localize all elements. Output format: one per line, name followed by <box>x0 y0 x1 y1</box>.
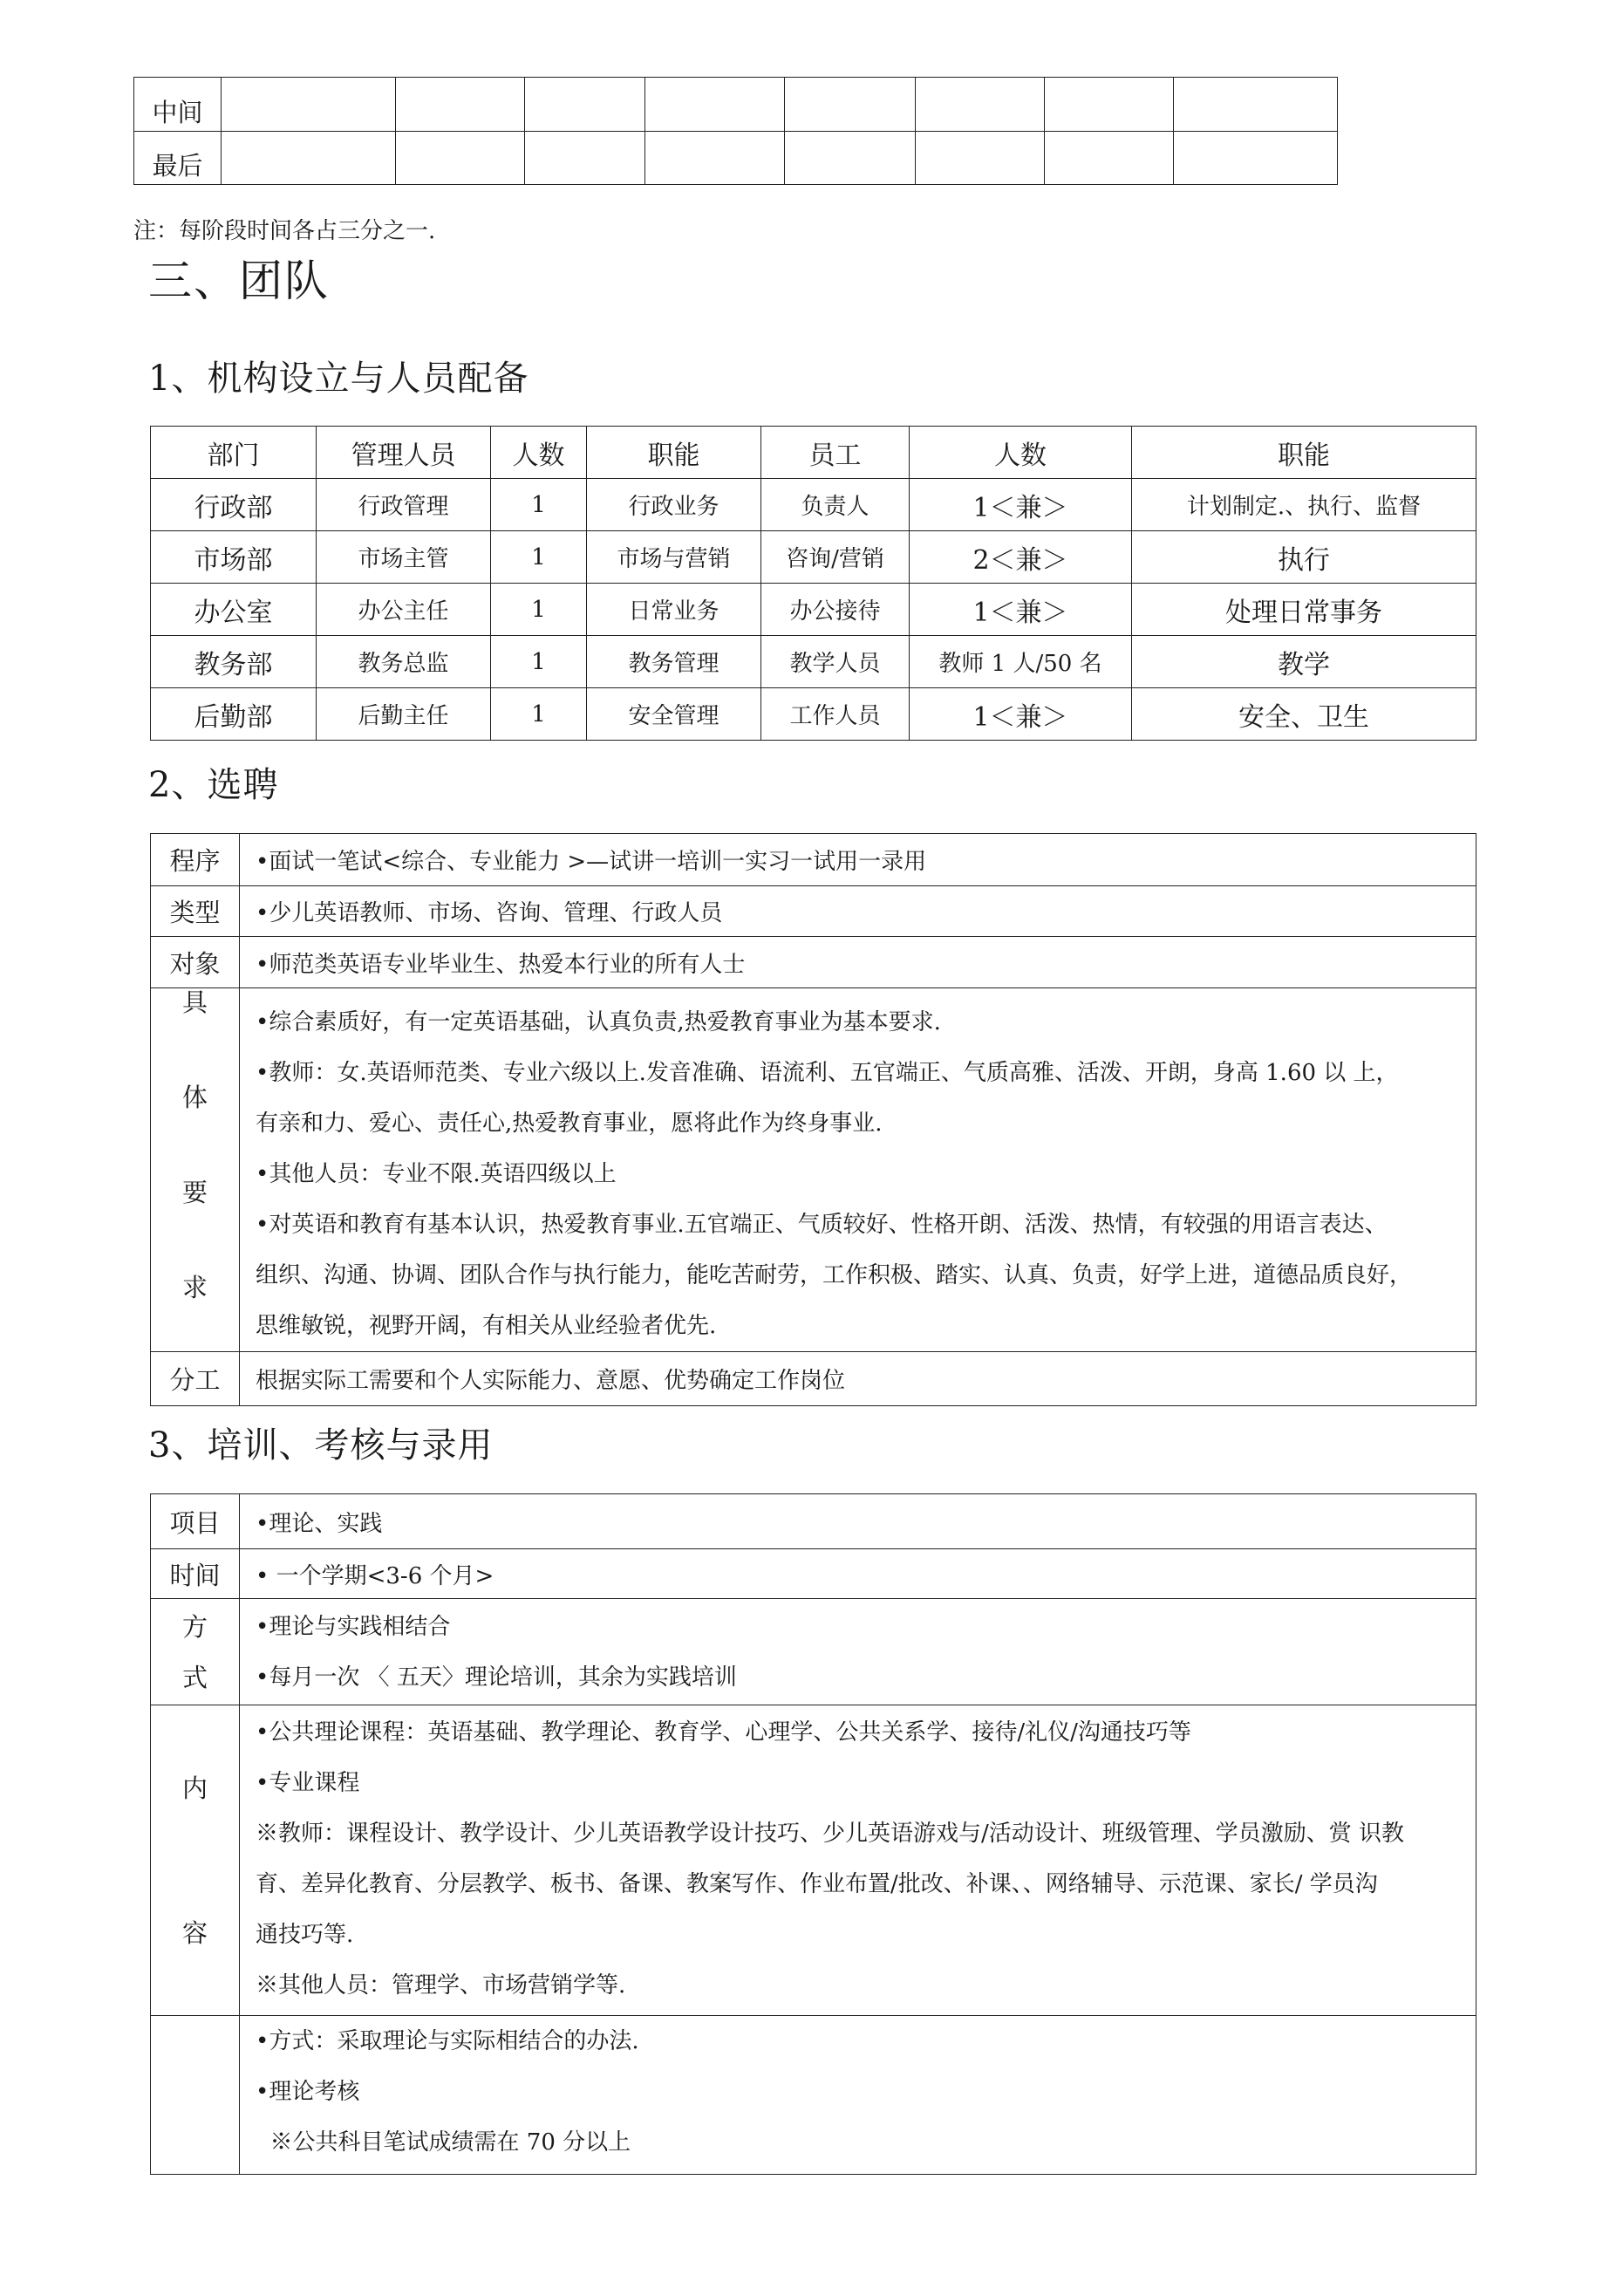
org-table <box>150 426 1476 741</box>
cell-function: 教务管理 <box>587 636 761 688</box>
table-row <box>151 531 1476 584</box>
cell-staff-function: 计划制定.、执行、监督 <box>1132 479 1476 531</box>
table-cell <box>785 132 916 185</box>
text-procedure: •面试一笔试<综合、专业能力 >—试讲一培训一实习一试用一录用 <box>240 834 1476 886</box>
cell-staff: 咨询/营销 <box>761 531 910 584</box>
label-division: 分工 <box>151 1352 240 1406</box>
cell-manager: 行政管理 <box>317 479 491 531</box>
cell-staff: 负责人 <box>761 479 910 531</box>
subsection-title-training: 3、培训、考核与录用 <box>148 1425 494 1466</box>
table-row <box>151 688 1476 741</box>
table-cell <box>1174 78 1338 132</box>
training-table <box>150 1493 1476 2175</box>
table-cell <box>222 132 396 185</box>
cell-count: 1 <box>491 636 587 688</box>
cell-staff-function: 执行 <box>1132 531 1476 584</box>
table-cell <box>785 78 916 132</box>
cell-staff-function: 处理日常事务 <box>1132 584 1476 636</box>
table-cell <box>916 132 1045 185</box>
label-target: 对象 <box>151 937 240 988</box>
header-staff-count: 人数 <box>910 427 1132 479</box>
table-cell <box>645 132 785 185</box>
cell-staff: 教学人员 <box>761 636 910 688</box>
table-row <box>151 584 1476 636</box>
cell-dept: 后勤部 <box>151 688 317 741</box>
header-staff: 员工 <box>761 427 910 479</box>
table-cell <box>396 78 525 132</box>
cell-function: 安全管理 <box>587 688 761 741</box>
note-text: 注：每阶段时间各占三分之一. <box>133 218 436 244</box>
cell-staff-count: 2＜兼＞ <box>910 531 1132 584</box>
text-content: •公共理论课程：英语基础、教学理论、教育学、心理学、公共关系学、接待/礼仪/沟通技巧等 •专业课程 ※教师：课程设计、教学设计、少儿英语教学设计技巧、少儿英语游戏与/活动设计、班级管理、学员激励、赏 识教 育、差异化教育、分层教学、板书、备课、教案写作、作业布置/批改、补课、、网络辅导、示范课、家长/ 学员沟 通技巧等. ※其他人员：管理学、市场营销学等. <box>240 1705 1476 2016</box>
cell-manager: 教务总监 <box>317 636 491 688</box>
subsection-title-recruit: 2、选聘 <box>148 765 279 805</box>
cell-function: 市场与营销 <box>587 531 761 584</box>
cell-staff-count: 教师 1 人/50 名 <box>910 636 1132 688</box>
text-time: • 一个学期<3-6 个月> <box>240 1549 1476 1599</box>
label-method: 方 式 <box>151 1599 240 1705</box>
text-method: •理论与实践相结合 •每月一次 〈 五天〉理论培训，其余为实践培训 <box>240 1599 1476 1705</box>
cell-staff-function: 教学 <box>1132 636 1476 688</box>
cell-staff-count: 1＜兼＞ <box>910 479 1132 531</box>
table-cell <box>1045 78 1174 132</box>
label-assessment <box>151 2016 240 2175</box>
cell-dept: 办公室 <box>151 584 317 636</box>
header-dept: 部门 <box>151 427 317 479</box>
text-assessment: •方式：采取理论与实际相结合的办法. •理论考核 ※公共科目笔试成绩需在 70 分以上 <box>240 2016 1476 2175</box>
cell-function: 行政业务 <box>587 479 761 531</box>
cell-dept: 市场部 <box>151 531 317 584</box>
table-cell <box>525 78 645 132</box>
text-requirements: •综合素质好，有一定英语基础，认真负责,热爱教育事业为基本要求. •教师：女.英语师范类、专业六级以上.发音准确、语流利、五官端正、气质高雅、活泼、开朗，身高 1.60 以 上， 有亲和力、爱心、责任心,热爱教育事业，愿将此作为终身事业. •其他人员：专业不限.英语四级以上 •对英语和教育有基本认识，热爱教育事业.五官端正、气质较好、性格开朗、活泼、热情，有较强的用语言表达、 组织、沟通、协调、团队合作与执行能力，能吃苦耐劳，工作积极、踏实、认真、负责，好学上进，道德品质良好， 思维敏锐，视野开阔，有相关从业经验者优先. <box>240 988 1476 1352</box>
cell-function: 日常业务 <box>587 584 761 636</box>
cell-staff-count: 1＜兼＞ <box>910 688 1132 741</box>
header-staff-function: 职能 <box>1132 427 1476 479</box>
cell-dept: 行政部 <box>151 479 317 531</box>
cell-staff: 工作人员 <box>761 688 910 741</box>
table-cell <box>1045 132 1174 185</box>
table-row <box>151 636 1476 688</box>
label-requirements: 具 体 要 求 <box>151 988 240 1352</box>
header-manager: 管理人员 <box>317 427 491 479</box>
header-function: 职能 <box>587 427 761 479</box>
cell-count: 1 <box>491 531 587 584</box>
table-row <box>151 479 1476 531</box>
cell-count: 1 <box>491 479 587 531</box>
cell-staff-function: 安全、卫生 <box>1132 688 1476 741</box>
cell-count: 1 <box>491 584 587 636</box>
text-item: •理论、实践 <box>240 1494 1476 1549</box>
table-cell <box>222 78 396 132</box>
text-division: 根据实际工需要和个人实际能力、意愿、优势确定工作岗位 <box>240 1352 1476 1406</box>
cell-manager: 后勤主任 <box>317 688 491 741</box>
cell-staff-count: 1＜兼＞ <box>910 584 1132 636</box>
table-cell <box>396 132 525 185</box>
table-cell <box>1174 132 1338 185</box>
cell-dept: 教务部 <box>151 636 317 688</box>
table-cell <box>645 78 785 132</box>
row-label-middle: 中间 <box>134 78 222 132</box>
label-procedure: 程序 <box>151 834 240 886</box>
row-label-last: 最后 <box>134 132 222 185</box>
table-cell <box>525 132 645 185</box>
top-schedule-table <box>133 77 1338 185</box>
table-cell <box>916 78 1045 132</box>
text-type: •少儿英语教师、市场、咨询、管理、行政人员 <box>240 886 1476 937</box>
cell-manager: 市场主管 <box>317 531 491 584</box>
section-title: 三、团队 <box>148 256 330 306</box>
label-item: 项目 <box>151 1494 240 1549</box>
text-target: •师范类英语专业毕业生、热爱本行业的所有人士 <box>240 937 1476 988</box>
label-type: 类型 <box>151 886 240 937</box>
label-content: 内 容 <box>151 1705 240 2016</box>
cell-count: 1 <box>491 688 587 741</box>
subsection-title-org: 1、机构设立与人员配备 <box>148 359 529 399</box>
cell-manager: 办公主任 <box>317 584 491 636</box>
header-count: 人数 <box>491 427 587 479</box>
cell-staff: 办公接待 <box>761 584 910 636</box>
recruit-table <box>150 833 1476 1406</box>
label-time: 时间 <box>151 1549 240 1599</box>
